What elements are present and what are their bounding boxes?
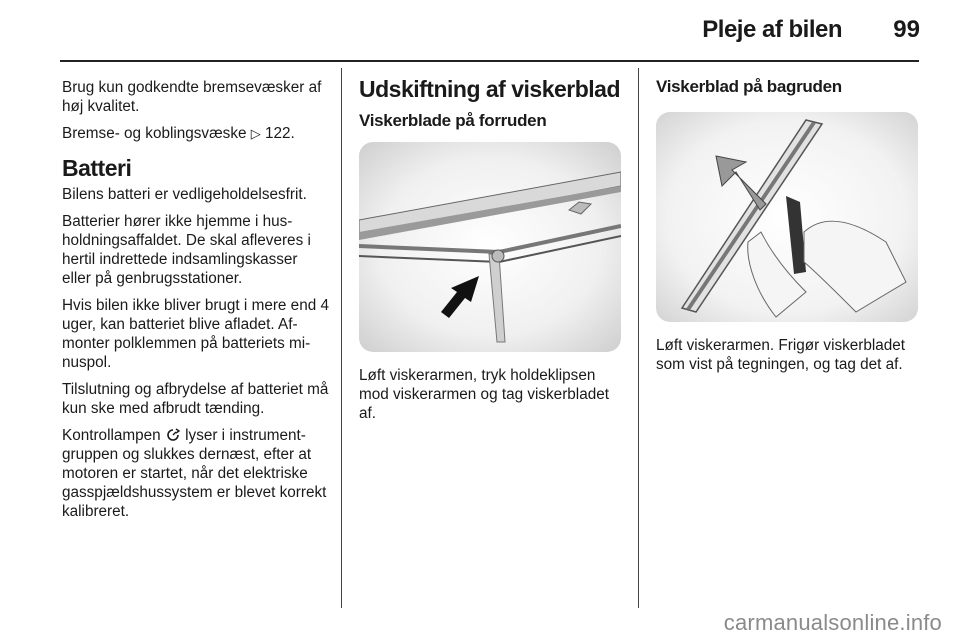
- page-number: 99: [893, 16, 920, 43]
- watermark: carmanualsonline.info: [723, 610, 942, 635]
- front-wiper-drawing: [359, 142, 621, 352]
- lamp-text-after: lyser i instrumentgruppen og slukkes dernæst, efter at motoren er startet, når det elektriske gasspjældshussystem er blevet korrekt kalibreret.: [62, 427, 327, 520]
- battery-paragraph-3: Hvis bilen ikke bliver brugt i mere end 4 uger, kan batteriet blive afladet. Afmonter polklemmen på batteriets minuspol.: [62, 297, 329, 371]
- column-right: [656, 76, 926, 382]
- front-wiper-caption: Løft viskerarmen, tryk holdeklipsen mod viskerarmen og tag viskerbladet af.: [359, 367, 609, 422]
- page-title: Pleje af bilen: [702, 16, 842, 43]
- column-left: [62, 78, 330, 529]
- battery-paragraph-5: [62, 426, 330, 521]
- battery-paragraph-4: Tilslutning og afbrydelse af batteriet må kun ske med afbrudt tænding.: [62, 381, 329, 417]
- fluid-reference-page[interactable]: 122.: [265, 125, 295, 142]
- fluid-reference-paragraph: [62, 124, 330, 143]
- section-title-wiper-replacement: Udskiftning af viskerblad: [359, 76, 621, 102]
- column-divider-2: [638, 68, 639, 608]
- arrow-right-icon: ▷: [250, 126, 261, 141]
- rear-wiper-drawing: [656, 112, 918, 322]
- lamp-text-before: Kontrollampen: [62, 427, 161, 444]
- column-divider-1: [341, 68, 342, 608]
- fluid-reference-text: Bremse- og koblingsvæske: [62, 125, 247, 142]
- subtitle-front-wiper: Viskerblade på forruden: [359, 111, 547, 130]
- battery-paragraph-2: Batterier hører ikke hjemme i husholdningsaffaldet. De skal afleveres i hertil indrettede indsamlingskasser eller på genbrugsstationer.: [62, 213, 311, 287]
- rear-wiper-illustration: [656, 112, 918, 322]
- battery-paragraph-1: Bilens batteri er vedligeholdelsesfrit.: [62, 186, 307, 203]
- section-title-battery: Batteri: [62, 155, 132, 181]
- front-wiper-illustration: [359, 142, 621, 352]
- subtitle-rear-wiper: Viskerblad på bagruden: [656, 77, 842, 96]
- header-divider: [60, 60, 919, 62]
- column-middle: [359, 76, 627, 431]
- page-header: [0, 0, 960, 62]
- brake-fluid-paragraph: Brug kun godkendte bremsevæsker af høj kvalitet.: [62, 79, 322, 115]
- throttle-lamp-icon: [165, 428, 181, 442]
- rear-wiper-caption: Løft viskerarmen. Frigør viskerbladet som vist på tegningen, og tag det af.: [656, 337, 906, 373]
